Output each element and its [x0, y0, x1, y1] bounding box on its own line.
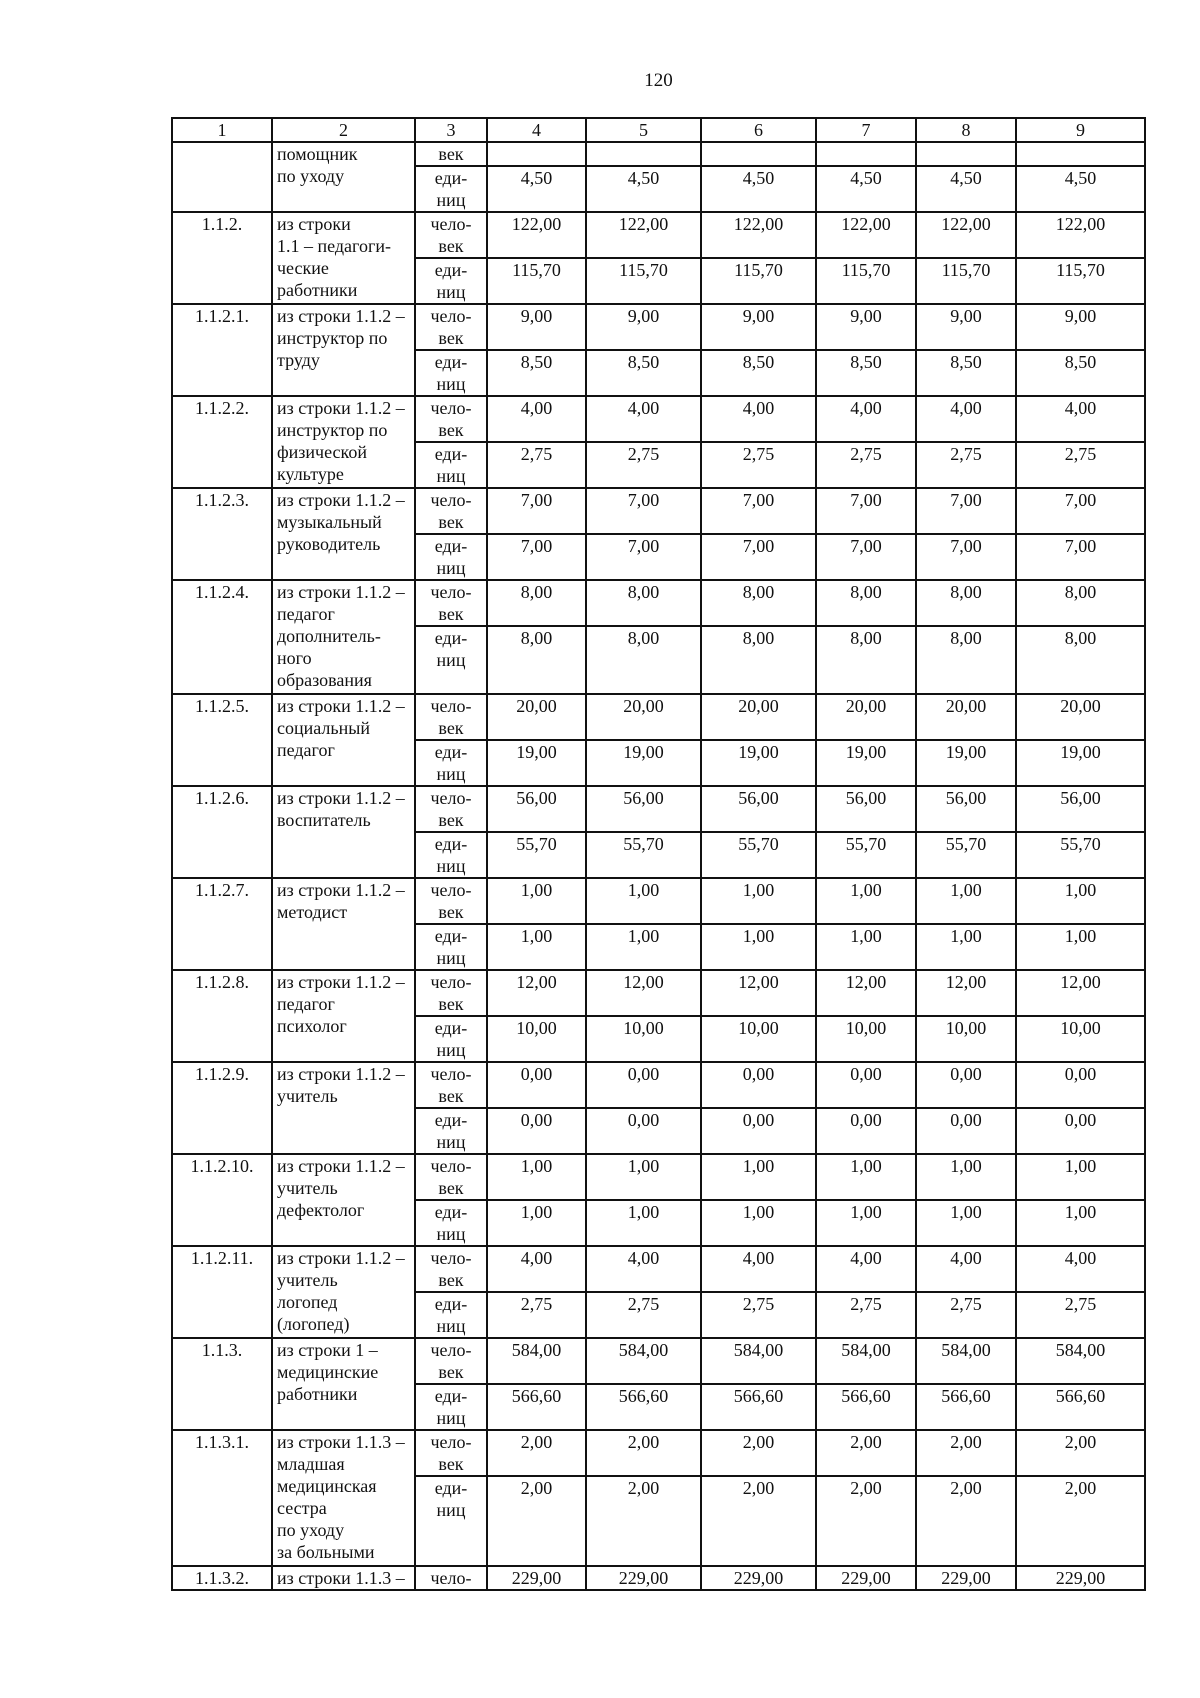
row-name-cell: из строки 1.1.2 – педагог дополнитель- ного образования — [272, 580, 415, 694]
row-name-cell: из строки 1.1.2 – музыкальный руководитель — [272, 488, 415, 580]
value-cell: 122,00 — [816, 212, 916, 258]
value-cell: 1,00 — [916, 924, 1016, 970]
unit-cell: чело- век — [415, 694, 487, 740]
value-cell: 1,00 — [816, 1200, 916, 1246]
value-cell: 584,00 — [487, 1338, 586, 1384]
value-cell: 9,00 — [701, 304, 816, 350]
value-cell: 2,75 — [816, 1292, 916, 1338]
value-cell: 8,00 — [1016, 580, 1145, 626]
value-cell: 8,00 — [701, 626, 816, 694]
table-row — [172, 1062, 1145, 1108]
value-cell: 115,70 — [487, 258, 586, 304]
unit-cell: еди- ниц — [415, 1016, 487, 1062]
value-cell: 1,00 — [586, 1154, 701, 1200]
value-cell: 1,00 — [701, 924, 816, 970]
value-cell: 4,00 — [586, 396, 701, 442]
value-cell: 10,00 — [586, 1016, 701, 1062]
value-cell: 55,70 — [586, 832, 701, 878]
header-row — [172, 118, 1145, 142]
value-cell: 229,00 — [916, 1566, 1016, 1590]
value-cell: 584,00 — [1016, 1338, 1145, 1384]
value-cell: 2,75 — [487, 1292, 586, 1338]
value-cell: 55,70 — [916, 832, 1016, 878]
value-cell: 10,00 — [701, 1016, 816, 1062]
value-cell: 7,00 — [1016, 488, 1145, 534]
table-row — [172, 142, 1145, 166]
value-cell: 10,00 — [487, 1016, 586, 1062]
value-cell: 4,50 — [701, 166, 816, 212]
unit-cell: еди- ниц — [415, 258, 487, 304]
value-cell: 229,00 — [586, 1566, 701, 1590]
value-cell: 8,00 — [487, 626, 586, 694]
value-cell: 8,00 — [487, 580, 586, 626]
header-cell: 9 — [1016, 118, 1145, 142]
value-cell: 115,70 — [1016, 258, 1145, 304]
value-cell: 0,00 — [487, 1108, 586, 1154]
value-cell: 19,00 — [586, 740, 701, 786]
unit-cell: чело- век — [415, 304, 487, 350]
value-cell: 7,00 — [816, 488, 916, 534]
row-name-cell: из строки 1.1.2 – учитель логопед (логопед) — [272, 1246, 415, 1338]
value-cell: 0,00 — [701, 1062, 816, 1108]
row-name-cell: из строки 1.1.2 – инструктор по физической культуре — [272, 396, 415, 488]
value-cell: 0,00 — [1016, 1108, 1145, 1154]
row-number-cell: 1.1.2.5. — [172, 694, 272, 786]
value-cell: 9,00 — [487, 304, 586, 350]
unit-cell: чело- век — [415, 1246, 487, 1292]
unit-cell: еди- ниц — [415, 626, 487, 694]
value-cell: 2,00 — [916, 1476, 1016, 1566]
value-cell: 2,00 — [487, 1430, 586, 1476]
value-cell: 2,75 — [487, 442, 586, 488]
value-cell: 0,00 — [816, 1062, 916, 1108]
value-cell: 229,00 — [816, 1566, 916, 1590]
value-cell: 7,00 — [916, 488, 1016, 534]
value-cell: 1,00 — [916, 1200, 1016, 1246]
row-number-cell: 1.1.2.6. — [172, 786, 272, 878]
table-row — [172, 786, 1145, 832]
value-cell: 12,00 — [816, 970, 916, 1016]
value-cell: 584,00 — [586, 1338, 701, 1384]
value-cell: 2,00 — [586, 1430, 701, 1476]
table-row — [172, 878, 1145, 924]
value-cell: 1,00 — [701, 1200, 816, 1246]
value-cell: 9,00 — [1016, 304, 1145, 350]
unit-cell: чело- век — [415, 786, 487, 832]
unit-cell: чело- век — [415, 396, 487, 442]
value-cell: 2,00 — [916, 1430, 1016, 1476]
value-cell: 2,75 — [701, 1292, 816, 1338]
unit-cell: чело- век — [415, 1062, 487, 1108]
row-number-cell: 1.1.2.9. — [172, 1062, 272, 1154]
value-cell: 56,00 — [701, 786, 816, 832]
value-cell: 4,00 — [586, 1246, 701, 1292]
value-cell: 7,00 — [487, 488, 586, 534]
value-cell: 2,75 — [586, 442, 701, 488]
value-cell: 1,00 — [916, 878, 1016, 924]
value-cell: 20,00 — [586, 694, 701, 740]
table-row — [172, 1338, 1145, 1384]
value-cell — [487, 142, 586, 166]
value-cell: 8,50 — [586, 350, 701, 396]
value-cell: 19,00 — [487, 740, 586, 786]
value-cell: 584,00 — [916, 1338, 1016, 1384]
value-cell: 566,60 — [487, 1384, 586, 1430]
unit-cell: еди- ниц — [415, 832, 487, 878]
value-cell: 0,00 — [487, 1062, 586, 1108]
value-cell: 12,00 — [701, 970, 816, 1016]
header-cell: 3 — [415, 118, 487, 142]
header-cell: 8 — [916, 118, 1016, 142]
unit-cell: еди- ниц — [415, 350, 487, 396]
value-cell: 2,00 — [1016, 1430, 1145, 1476]
unit-cell: чело- век — [415, 1154, 487, 1200]
value-cell: 122,00 — [487, 212, 586, 258]
value-cell: 7,00 — [1016, 534, 1145, 580]
value-cell: 4,00 — [701, 396, 816, 442]
value-cell: 12,00 — [1016, 970, 1145, 1016]
value-cell: 0,00 — [1016, 1062, 1145, 1108]
value-cell: 1,00 — [487, 878, 586, 924]
unit-cell: чело- век — [415, 488, 487, 534]
value-cell: 2,75 — [916, 442, 1016, 488]
value-cell: 4,00 — [816, 396, 916, 442]
row-name-cell: из строки 1.1.2 – воспитатель — [272, 786, 415, 878]
value-cell: 1,00 — [487, 1154, 586, 1200]
value-cell: 229,00 — [487, 1566, 586, 1590]
value-cell: 4,00 — [1016, 1246, 1145, 1292]
value-cell: 20,00 — [916, 694, 1016, 740]
value-cell: 2,00 — [701, 1430, 816, 1476]
value-cell: 55,70 — [816, 832, 916, 878]
value-cell: 2,75 — [1016, 1292, 1145, 1338]
row-name-cell: из строки 1.1.3 – — [272, 1566, 415, 1590]
value-cell: 2,00 — [487, 1476, 586, 1566]
unit-cell: еди- ниц — [415, 1384, 487, 1430]
row-name-cell: из строки 1.1.2 – учитель — [272, 1062, 415, 1154]
value-cell: 4,50 — [487, 166, 586, 212]
value-cell: 2,75 — [1016, 442, 1145, 488]
unit-cell: еди- ниц — [415, 166, 487, 212]
value-cell: 584,00 — [816, 1338, 916, 1384]
value-cell: 122,00 — [701, 212, 816, 258]
value-cell — [816, 142, 916, 166]
value-cell: 566,60 — [816, 1384, 916, 1430]
value-cell: 2,00 — [701, 1476, 816, 1566]
value-cell: 8,00 — [916, 580, 1016, 626]
value-cell: 7,00 — [916, 534, 1016, 580]
value-cell: 20,00 — [487, 694, 586, 740]
unit-cell: еди- ниц — [415, 1108, 487, 1154]
value-cell: 1,00 — [1016, 1200, 1145, 1246]
unit-cell: чело- век — [415, 1430, 487, 1476]
value-cell: 2,00 — [816, 1476, 916, 1566]
value-cell: 19,00 — [916, 740, 1016, 786]
unit-cell: еди- ниц — [415, 740, 487, 786]
row-number-cell: 1.1.3.1. — [172, 1430, 272, 1566]
value-cell: 56,00 — [1016, 786, 1145, 832]
row-name-cell: помощник по уходу — [272, 142, 415, 212]
header-cell: 7 — [816, 118, 916, 142]
value-cell: 115,70 — [816, 258, 916, 304]
value-cell: 1,00 — [586, 878, 701, 924]
row-name-cell: из строки 1.1.2 – методист — [272, 878, 415, 970]
value-cell: 4,50 — [816, 166, 916, 212]
value-cell: 10,00 — [916, 1016, 1016, 1062]
row-number-cell: 1.1.2.11. — [172, 1246, 272, 1338]
value-cell: 1,00 — [701, 878, 816, 924]
value-cell: 55,70 — [701, 832, 816, 878]
value-cell: 8,00 — [816, 580, 916, 626]
value-cell: 566,60 — [586, 1384, 701, 1430]
value-cell: 115,70 — [586, 258, 701, 304]
row-name-cell: из строки 1.1.3 – младшая медицинская сестра по уходу за больными — [272, 1430, 415, 1566]
value-cell: 2,00 — [586, 1476, 701, 1566]
table-row — [172, 1566, 1145, 1590]
value-cell: 1,00 — [487, 1200, 586, 1246]
header-cell: 1 — [172, 118, 272, 142]
value-cell: 7,00 — [816, 534, 916, 580]
value-cell: 115,70 — [701, 258, 816, 304]
value-cell: 56,00 — [487, 786, 586, 832]
value-cell: 4,00 — [701, 1246, 816, 1292]
row-number-cell: 1.1.2.8. — [172, 970, 272, 1062]
value-cell: 19,00 — [1016, 740, 1145, 786]
value-cell: 8,50 — [816, 350, 916, 396]
value-cell: 10,00 — [1016, 1016, 1145, 1062]
unit-cell: еди- ниц — [415, 1200, 487, 1246]
table-row — [172, 1154, 1145, 1200]
data-table — [171, 117, 1146, 1591]
value-cell: 0,00 — [701, 1108, 816, 1154]
value-cell: 0,00 — [586, 1062, 701, 1108]
value-cell: 4,50 — [586, 166, 701, 212]
row-number-cell: 1.1.2.1. — [172, 304, 272, 396]
value-cell: 0,00 — [916, 1062, 1016, 1108]
value-cell: 2,75 — [816, 442, 916, 488]
value-cell — [1016, 142, 1145, 166]
value-cell: 4,00 — [487, 1246, 586, 1292]
value-cell: 55,70 — [487, 832, 586, 878]
value-cell: 1,00 — [816, 878, 916, 924]
value-cell: 19,00 — [816, 740, 916, 786]
row-number-cell: 1.1.2.4. — [172, 580, 272, 694]
table-row — [172, 580, 1145, 626]
value-cell: 12,00 — [916, 970, 1016, 1016]
value-cell: 1,00 — [816, 1154, 916, 1200]
row-name-cell: из строки 1.1.2 – учитель дефектолог — [272, 1154, 415, 1246]
value-cell: 115,70 — [916, 258, 1016, 304]
value-cell: 2,75 — [586, 1292, 701, 1338]
value-cell: 8,50 — [916, 350, 1016, 396]
value-cell: 4,00 — [916, 1246, 1016, 1292]
row-name-cell: из строки 1 – медицинские работники — [272, 1338, 415, 1430]
row-name-cell: из строки 1.1 – педагоги- ческие работники — [272, 212, 415, 304]
value-cell: 1,00 — [1016, 878, 1145, 924]
value-cell: 8,50 — [701, 350, 816, 396]
value-cell: 8,00 — [1016, 626, 1145, 694]
unit-cell: еди- ниц — [415, 442, 487, 488]
unit-cell: еди- ниц — [415, 1292, 487, 1338]
unit-cell: еди- ниц — [415, 924, 487, 970]
value-cell: 56,00 — [916, 786, 1016, 832]
value-cell: 8,00 — [701, 580, 816, 626]
value-cell: 12,00 — [586, 970, 701, 1016]
value-cell: 584,00 — [701, 1338, 816, 1384]
value-cell: 7,00 — [701, 534, 816, 580]
unit-cell: чело- век — [415, 970, 487, 1016]
unit-cell: чело- век — [415, 878, 487, 924]
value-cell: 2,00 — [816, 1430, 916, 1476]
value-cell: 229,00 — [1016, 1566, 1145, 1590]
value-cell: 229,00 — [701, 1566, 816, 1590]
header-cell: 2 — [272, 118, 415, 142]
value-cell: 4,00 — [1016, 396, 1145, 442]
row-name-cell: из строки 1.1.2 – инструктор по труду — [272, 304, 415, 396]
unit-cell: чело- век — [415, 580, 487, 626]
value-cell: 0,00 — [916, 1108, 1016, 1154]
unit-cell: чело- век — [415, 1338, 487, 1384]
value-cell: 8,00 — [586, 626, 701, 694]
value-cell: 12,00 — [487, 970, 586, 1016]
row-number-cell: 1.1.2.3. — [172, 488, 272, 580]
unit-cell: чело- — [415, 1566, 487, 1590]
table-row — [172, 396, 1145, 442]
unit-cell: еди- ниц — [415, 1476, 487, 1566]
row-name-cell: из строки 1.1.2 – социальный педагог — [272, 694, 415, 786]
unit-cell: чело- век — [415, 212, 487, 258]
value-cell: 4,00 — [916, 396, 1016, 442]
value-cell: 7,00 — [586, 488, 701, 534]
value-cell: 1,00 — [816, 924, 916, 970]
value-cell: 0,00 — [816, 1108, 916, 1154]
value-cell: 8,50 — [1016, 350, 1145, 396]
value-cell: 8,00 — [916, 626, 1016, 694]
value-cell: 8,50 — [487, 350, 586, 396]
value-cell: 10,00 — [816, 1016, 916, 1062]
value-cell: 9,00 — [816, 304, 916, 350]
value-cell: 122,00 — [916, 212, 1016, 258]
value-cell: 4,50 — [1016, 166, 1145, 212]
row-number-cell: 1.1.2.7. — [172, 878, 272, 970]
table-row — [172, 970, 1145, 1016]
header-cell: 6 — [701, 118, 816, 142]
value-cell: 55,70 — [1016, 832, 1145, 878]
row-number-cell: 1.1.3. — [172, 1338, 272, 1430]
row-number-cell: 1.1.2.2. — [172, 396, 272, 488]
row-number-cell: 1.1.2. — [172, 212, 272, 304]
value-cell: 1,00 — [1016, 924, 1145, 970]
unit-cell: век — [415, 142, 487, 166]
table-row — [172, 488, 1145, 534]
table-row — [172, 212, 1145, 258]
value-cell: 20,00 — [816, 694, 916, 740]
table-row — [172, 304, 1145, 350]
value-cell: 566,60 — [1016, 1384, 1145, 1430]
value-cell: 1,00 — [586, 924, 701, 970]
row-number-cell: 1.1.3.2. — [172, 1566, 272, 1590]
value-cell: 1,00 — [1016, 1154, 1145, 1200]
row-name-cell: из строки 1.1.2 – педагог психолог — [272, 970, 415, 1062]
header-cell: 4 — [487, 118, 586, 142]
value-cell: 9,00 — [916, 304, 1016, 350]
value-cell: 9,00 — [586, 304, 701, 350]
header-cell: 5 — [586, 118, 701, 142]
page-number: 120 — [644, 70, 673, 91]
value-cell: 7,00 — [586, 534, 701, 580]
value-cell: 20,00 — [1016, 694, 1145, 740]
value-cell: 4,50 — [916, 166, 1016, 212]
value-cell — [916, 142, 1016, 166]
value-cell: 56,00 — [816, 786, 916, 832]
table-row — [172, 1246, 1145, 1292]
value-cell: 122,00 — [586, 212, 701, 258]
value-cell: 7,00 — [701, 488, 816, 534]
value-cell: 1,00 — [586, 1200, 701, 1246]
value-cell: 2,75 — [701, 442, 816, 488]
value-cell: 2,00 — [1016, 1476, 1145, 1566]
value-cell: 1,00 — [487, 924, 586, 970]
value-cell: 4,00 — [487, 396, 586, 442]
value-cell: 19,00 — [701, 740, 816, 786]
row-number-cell — [172, 142, 272, 212]
value-cell — [701, 142, 816, 166]
value-cell: 8,00 — [816, 626, 916, 694]
value-cell: 1,00 — [916, 1154, 1016, 1200]
row-number-cell: 1.1.2.10. — [172, 1154, 272, 1246]
value-cell: 8,00 — [586, 580, 701, 626]
value-cell: 0,00 — [586, 1108, 701, 1154]
unit-cell: еди- ниц — [415, 534, 487, 580]
value-cell: 566,60 — [701, 1384, 816, 1430]
value-cell: 1,00 — [701, 1154, 816, 1200]
value-cell: 20,00 — [701, 694, 816, 740]
value-cell: 56,00 — [586, 786, 701, 832]
value-cell: 4,00 — [816, 1246, 916, 1292]
table-row — [172, 1430, 1145, 1476]
value-cell: 566,60 — [916, 1384, 1016, 1430]
value-cell — [586, 142, 701, 166]
value-cell: 122,00 — [1016, 212, 1145, 258]
table-row — [172, 694, 1145, 740]
value-cell: 7,00 — [487, 534, 586, 580]
value-cell: 2,75 — [916, 1292, 1016, 1338]
